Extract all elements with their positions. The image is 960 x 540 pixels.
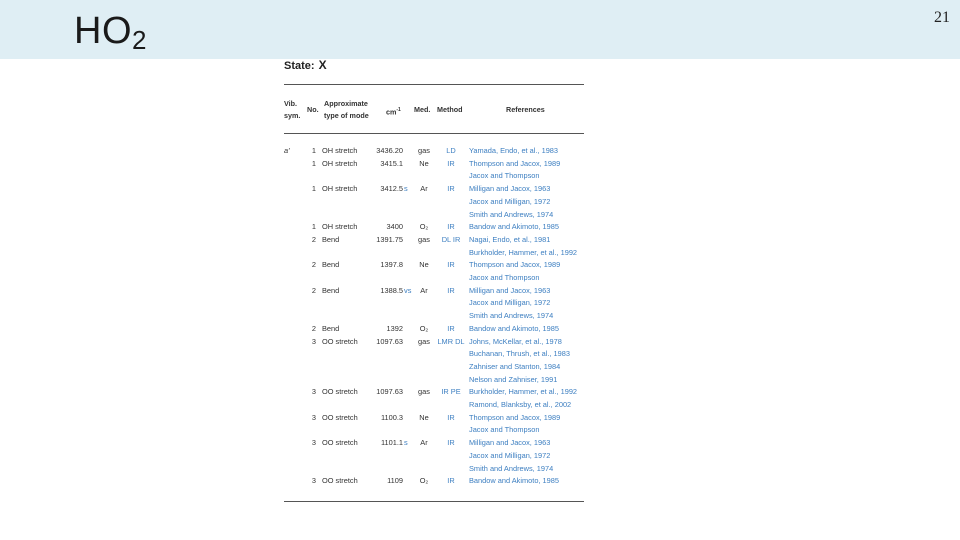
cell-cm-flag: vs bbox=[404, 285, 412, 295]
cell-type: Bend bbox=[322, 234, 340, 244]
reference-link[interactable]: Buchanan, Thrush, et al., 1983 bbox=[469, 349, 570, 359]
reference-link[interactable]: Bandow and Akimoto, 1985 bbox=[469, 323, 559, 333]
cell-cm: 1392 bbox=[386, 323, 403, 333]
cell-med: O₂ bbox=[419, 476, 429, 486]
cell-no: 3 bbox=[311, 438, 316, 448]
header-bottom-rule bbox=[284, 133, 584, 134]
reference-link[interactable]: Milligan and Jacox, 1963 bbox=[469, 438, 551, 448]
cell-type: Bend bbox=[322, 285, 340, 295]
cell-med: Ar bbox=[420, 285, 428, 295]
cell-method: IR bbox=[447, 184, 455, 194]
reference-link[interactable]: Thompson and Jacox, 1989 bbox=[469, 412, 561, 422]
cell-cm: 3412.5 bbox=[380, 184, 403, 194]
reference-link[interactable]: Smith and Andrews, 1974 bbox=[469, 311, 554, 321]
cell-med: Ne bbox=[419, 412, 429, 422]
cell-no: 2 bbox=[311, 323, 316, 333]
reference-link[interactable]: Thompson and Jacox, 1989 bbox=[469, 158, 561, 168]
cell-method: IR bbox=[447, 222, 455, 232]
header-vib-sym: Vib. sym. bbox=[284, 99, 301, 120]
cell-cm-flag: s bbox=[404, 184, 408, 194]
table-top-rule bbox=[284, 84, 584, 85]
cell-no: 1 bbox=[311, 222, 316, 232]
cell-cm: 1097.63 bbox=[376, 336, 403, 346]
cell-med: Ar bbox=[420, 184, 428, 194]
cell-cm: 1397.8 bbox=[380, 260, 403, 270]
cell-type: OO stretch bbox=[322, 412, 358, 422]
header-cm-text: cm bbox=[386, 107, 397, 117]
reference-link[interactable]: Bandow and Akimoto, 1985 bbox=[469, 222, 559, 232]
cell-method: IR bbox=[447, 438, 455, 448]
cell-method: IR PE bbox=[441, 387, 461, 397]
cell-type: OH stretch bbox=[322, 158, 358, 168]
reference-link[interactable]: Bandow and Akimoto, 1985 bbox=[469, 476, 559, 486]
cell-med: gas bbox=[418, 146, 430, 155]
cell-method: IR bbox=[447, 476, 455, 486]
reference-link[interactable]: Smith and Andrews, 1974 bbox=[469, 209, 554, 219]
cell-med: gas bbox=[418, 387, 430, 397]
reference-link[interactable]: Thompson and Jacox, 1989 bbox=[469, 260, 561, 270]
cell-type: OH stretch bbox=[322, 146, 358, 155]
cell-type: Bend bbox=[322, 323, 340, 333]
cell-med: gas bbox=[418, 336, 430, 346]
reference-link[interactable]: Yamada, Endo, et al., 1983 bbox=[469, 146, 559, 155]
reference-link[interactable]: Jacox and Milligan, 1972 bbox=[469, 196, 551, 206]
state-value: X bbox=[318, 58, 327, 72]
header-method: Method bbox=[437, 105, 463, 114]
cell-type: OO stretch bbox=[322, 336, 358, 346]
header-references: References bbox=[506, 105, 545, 114]
header-cm-superscript: -1 bbox=[396, 107, 401, 113]
cell-cm: 1100.3 bbox=[380, 412, 403, 422]
reference-link[interactable]: Smith and Andrews, 1974 bbox=[469, 463, 554, 473]
page-number: 21 bbox=[934, 9, 950, 26]
cell-method: LMR DL bbox=[437, 336, 465, 346]
reference-link[interactable]: Jacox and Milligan, 1972 bbox=[469, 450, 551, 460]
state-label: State: bbox=[284, 60, 315, 72]
reference-link[interactable]: Milligan and Jacox, 1963 bbox=[469, 184, 551, 194]
header-cm bbox=[386, 104, 401, 118]
cell-vib-sym: a' bbox=[284, 146, 290, 155]
header-med: Med. bbox=[414, 105, 431, 114]
reference-link[interactable]: Nagai, Endo, et al., 1981 bbox=[469, 234, 551, 244]
cell-no: 1 bbox=[311, 146, 316, 155]
cell-cm: 1097.63 bbox=[376, 387, 403, 397]
cell-method: IR bbox=[447, 158, 455, 168]
cell-no: 2 bbox=[311, 234, 316, 244]
reference-link[interactable]: Jacox and Thompson bbox=[469, 425, 540, 435]
reference-link[interactable]: Burkholder, Hammer, et al., 1992 bbox=[469, 247, 578, 257]
reference-link[interactable]: Zahniser and Stanton, 1984 bbox=[469, 361, 561, 371]
reference-link[interactable]: Nelson and Zahniser, 1991 bbox=[469, 374, 558, 384]
table-bottom-rule bbox=[284, 501, 584, 502]
cell-med: Ne bbox=[419, 158, 429, 168]
cell-method: DL IR bbox=[441, 234, 461, 244]
cell-no: 3 bbox=[311, 387, 316, 397]
cell-type: OO stretch bbox=[322, 387, 358, 397]
cell-type: Bend bbox=[322, 260, 340, 270]
cell-cm: 3400 bbox=[386, 222, 403, 232]
cell-no: 2 bbox=[311, 285, 316, 295]
cell-no: 3 bbox=[311, 412, 316, 422]
cell-cm: 1101.1 bbox=[380, 438, 403, 448]
reference-link[interactable]: Jacox and Thompson bbox=[469, 171, 540, 181]
cell-type: OH stretch bbox=[322, 222, 358, 232]
cell-no: 1 bbox=[311, 184, 316, 194]
cell-no: 3 bbox=[311, 476, 316, 486]
cell-med: O₂ bbox=[419, 222, 429, 232]
cell-med: O₂ bbox=[419, 323, 429, 333]
cell-cm: 1391.75 bbox=[376, 234, 403, 244]
reference-link[interactable]: Ramond, Blanksby, et al., 2002 bbox=[469, 400, 572, 409]
cell-cm: 1388.5 bbox=[380, 285, 403, 295]
cell-type: OO stretch bbox=[322, 476, 358, 486]
cell-med: Ar bbox=[420, 438, 428, 448]
cell-cm: 3415.1 bbox=[380, 158, 403, 168]
cell-method: IR bbox=[447, 412, 455, 422]
cell-type: OH stretch bbox=[322, 184, 358, 194]
reference-link[interactable]: Johns, McKellar, et al., 1978 bbox=[469, 336, 562, 346]
cell-cm: 3436.20 bbox=[376, 146, 403, 155]
reference-link[interactable]: Burkholder, Hammer, et al., 1992 bbox=[469, 387, 578, 397]
header-no: No. bbox=[307, 105, 319, 114]
cell-type: OO stretch bbox=[322, 438, 358, 448]
cell-med: Ne bbox=[419, 260, 429, 270]
cell-method: IR bbox=[447, 323, 455, 333]
cell-method: LD bbox=[446, 146, 456, 155]
slide-title-subscript: 2 bbox=[132, 25, 147, 55]
reference-link[interactable]: Milligan and Jacox, 1963 bbox=[469, 285, 551, 295]
cell-no: 2 bbox=[311, 260, 316, 270]
cell-method: IR bbox=[447, 260, 455, 270]
header-type: Approximate type of mode bbox=[324, 99, 369, 120]
state-heading bbox=[284, 58, 327, 72]
cell-method: IR bbox=[447, 285, 455, 295]
slide-title-main: HO bbox=[74, 10, 132, 52]
cell-med: gas bbox=[418, 234, 430, 244]
reference-link[interactable]: Jacox and Milligan, 1972 bbox=[469, 298, 551, 308]
cell-cm-flag: s bbox=[404, 438, 408, 448]
cell-no: 3 bbox=[311, 336, 316, 346]
cell-no: 1 bbox=[311, 158, 316, 168]
slide-title bbox=[74, 10, 147, 53]
reference-link[interactable]: Jacox and Thompson bbox=[469, 273, 540, 282]
cell-cm: 1109 bbox=[387, 476, 403, 486]
